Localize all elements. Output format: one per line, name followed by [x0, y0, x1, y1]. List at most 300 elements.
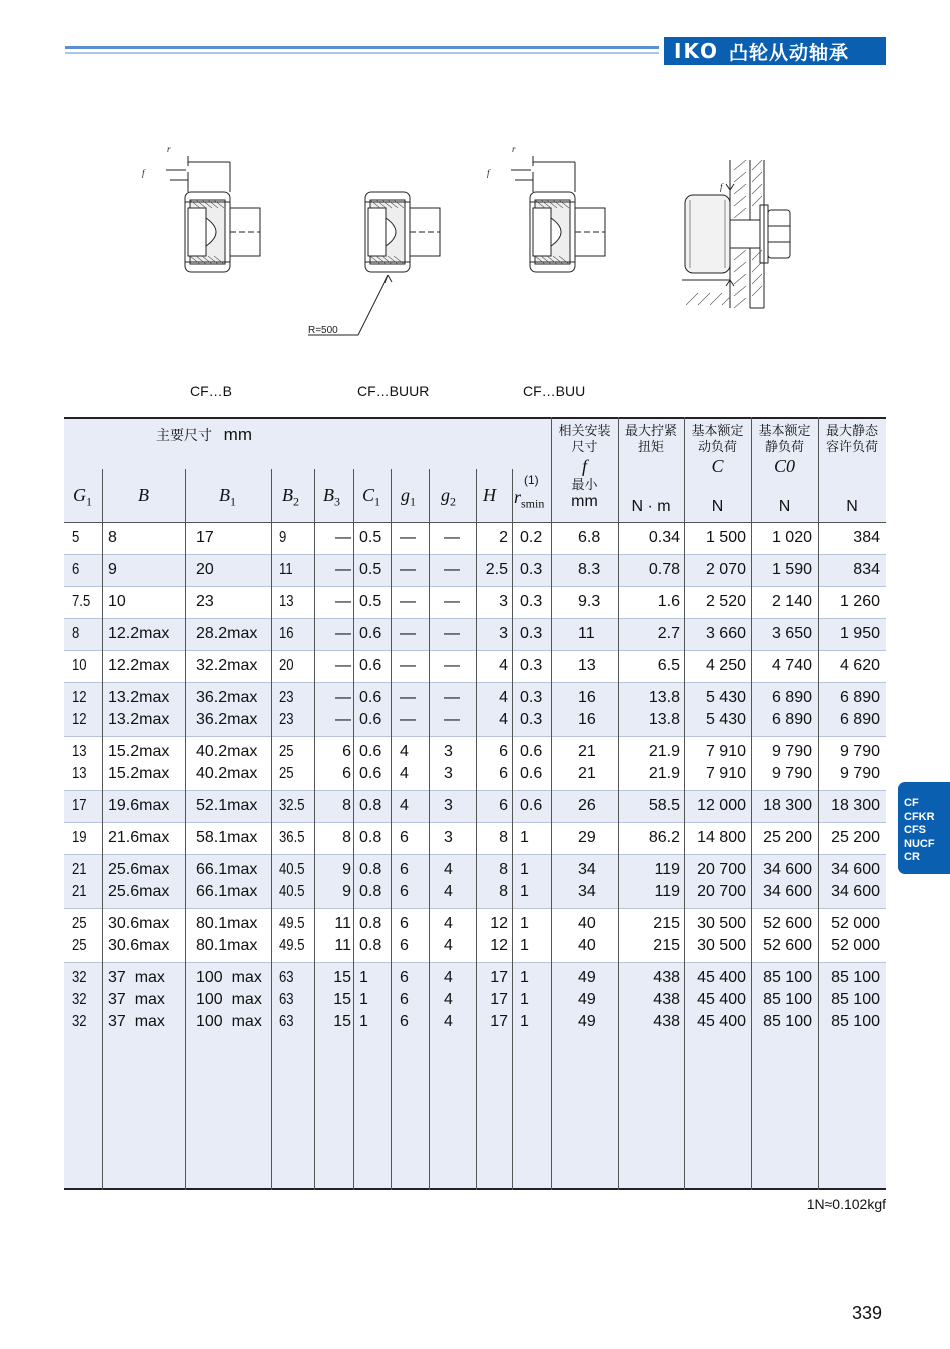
cell-g1: 12	[72, 711, 87, 728]
cell-g1s: —	[400, 529, 416, 546]
cell-max: 18 300	[831, 797, 880, 814]
cell-r: 0.6	[520, 765, 543, 782]
cell-b3: 15	[333, 1013, 351, 1030]
cell-c1: 0.5	[359, 593, 382, 610]
drawing-cf-buur	[308, 192, 440, 335]
cell-f: 34	[578, 883, 596, 900]
cell-h: 4	[499, 711, 508, 728]
cell-b3: 11	[334, 937, 351, 954]
cell-dyn: 12 000	[697, 797, 746, 814]
cell-b1: 32.2max	[196, 657, 258, 674]
cell-stat: 9 790	[771, 765, 812, 782]
cell-h: 4	[499, 689, 508, 706]
cell-b: 12.2max	[108, 625, 170, 642]
cell-dyn: 5 430	[705, 711, 746, 728]
cell-max: 52 000	[831, 937, 880, 954]
cell-g2: 3	[444, 765, 453, 782]
cell-b3: 8	[342, 797, 351, 814]
side-tab-cf: CF	[904, 797, 919, 809]
cell-torque: 438	[653, 991, 680, 1008]
drawing-label-cf-buu: CF…BUU	[523, 383, 586, 399]
cell-c1: 0.5	[359, 529, 382, 546]
cell-torque: 6.5	[657, 657, 680, 674]
cell-dyn: 30 500	[697, 937, 746, 954]
cell-b1: 20	[196, 561, 214, 578]
cell-stat: 52 600	[763, 915, 812, 932]
cell-b2: 49.5	[279, 915, 305, 932]
r-label-3: r	[512, 144, 516, 154]
cell-b3: —	[335, 657, 351, 674]
cell-f: 40	[578, 937, 596, 954]
cell-g1: 19	[72, 829, 87, 846]
cell-b1: 100 max	[196, 991, 262, 1008]
cell-b3: 6	[342, 743, 351, 760]
cell-f: 6.8	[578, 529, 601, 546]
col-header-g1-small: $g_1$	[401, 485, 416, 509]
side-tab-cfkr: CFKR	[904, 810, 935, 823]
cell-stat: 85 100	[763, 1013, 812, 1030]
cell-b2: 32.5	[279, 797, 305, 814]
drawing-installation	[682, 160, 790, 308]
cell-max: 85 100	[831, 991, 880, 1008]
cell-torque: 0.78	[648, 561, 680, 578]
cell-b3: 9	[342, 883, 351, 900]
cell-r: 1	[520, 937, 529, 954]
cell-g1s: —	[400, 593, 416, 610]
cell-g2: 4	[444, 1013, 453, 1030]
cell-dyn: 7 910	[705, 765, 746, 782]
cell-b3: 9	[342, 861, 351, 878]
main-dimensions-header: 主要尺寸 mm	[156, 425, 252, 444]
cell-max: 34 600	[831, 883, 880, 900]
f-label-3: f	[487, 168, 490, 178]
cell-g1s: 6	[400, 1013, 409, 1030]
cell-g1s: 6	[400, 883, 409, 900]
cell-b1: 100 max	[196, 969, 262, 986]
header-rule	[65, 46, 659, 49]
cell-g1: 7.5	[72, 593, 91, 610]
cell-g2: —	[444, 593, 460, 610]
cell-torque: 438	[653, 969, 680, 986]
cell-b3: —	[335, 561, 351, 578]
cell-dyn: 4 250	[705, 657, 746, 674]
cell-max: 9 790	[839, 743, 880, 760]
cell-c1: 0.6	[359, 689, 382, 706]
cell-torque: 119	[654, 861, 680, 878]
cell-f: 29	[578, 829, 596, 846]
cell-dyn: 20 700	[697, 861, 746, 878]
cell-c1: 1	[359, 991, 368, 1008]
cell-b3: —	[335, 689, 351, 706]
header-banner	[664, 37, 886, 65]
cell-h: 6	[499, 743, 508, 760]
cell-r: 0.3	[520, 689, 543, 706]
header-rule-light	[65, 52, 659, 54]
cell-c1: 1	[359, 969, 368, 986]
col-header-static-load: 基本额定 静负荷 C0 N	[758, 423, 811, 515]
cell-b: 25.6max	[108, 883, 170, 900]
cell-b3: 15	[333, 991, 351, 1008]
drawing-label-cf-buur: CF…BUUR	[357, 383, 430, 399]
cell-h: 8	[499, 861, 508, 878]
cell-g1s: 4	[400, 765, 409, 782]
cell-g1: 13	[72, 743, 87, 760]
cell-h: 2.5	[485, 561, 508, 578]
cell-b2: 20	[279, 657, 294, 674]
cell-g1: 21	[72, 883, 87, 900]
cell-max: 834	[853, 561, 880, 578]
cell-h: 6	[499, 765, 508, 782]
cell-h: 3	[499, 593, 508, 610]
cell-r: 1	[520, 861, 529, 878]
cell-b: 19.6max	[108, 797, 170, 814]
cell-stat: 25 200	[763, 829, 812, 846]
f-label-1: f	[142, 168, 145, 178]
cell-b3: 15	[333, 969, 351, 986]
cell-r: 1	[520, 969, 529, 986]
cell-g2: 4	[444, 991, 453, 1008]
cell-b: 12.2max	[108, 657, 170, 674]
cell-h: 2	[499, 529, 508, 546]
cell-f: 8.3	[578, 561, 601, 578]
cell-g2: —	[444, 657, 460, 674]
cell-g1: 32	[72, 991, 87, 1008]
cell-g1s: 6	[400, 969, 409, 986]
cell-f: 13	[578, 657, 596, 674]
cell-b2: 23	[279, 711, 294, 728]
cell-c1: 0.8	[359, 861, 382, 878]
cell-b1: 58.1max	[196, 829, 258, 846]
cell-r: 1	[520, 829, 529, 846]
cell-b3: —	[335, 711, 351, 728]
cell-g1s: —	[400, 689, 416, 706]
cell-b2: 23	[279, 689, 294, 706]
cell-stat: 1 590	[771, 561, 812, 578]
cell-max: 85 100	[831, 969, 880, 986]
cell-c1: 0.5	[359, 561, 382, 578]
cell-b3: —	[335, 593, 351, 610]
cell-torque: 58.5	[648, 797, 680, 814]
cell-h: 17	[490, 1013, 508, 1030]
col-header-torque: 最大拧紧 扭矩 N · m	[624, 423, 677, 515]
col-header-b2: $B_2$	[282, 485, 299, 509]
col-header-r-note: (1)	[524, 473, 539, 487]
cell-g2: 4	[444, 883, 453, 900]
cell-dyn: 3 660	[705, 625, 746, 642]
cell-stat: 9 790	[771, 743, 812, 760]
iko-logo: IKO	[674, 39, 720, 63]
cell-g2: 3	[444, 829, 453, 846]
cell-g1s: 4	[400, 797, 409, 814]
cell-f: 9.3	[578, 593, 601, 610]
col-header-h: H	[483, 485, 496, 505]
cell-g1s: —	[400, 561, 416, 578]
f-label-4: f	[720, 182, 723, 192]
cell-dyn: 1 500	[705, 529, 746, 546]
cell-stat: 52 600	[763, 937, 812, 954]
cell-stat: 34 600	[763, 861, 812, 878]
cell-torque: 13.8	[648, 711, 680, 728]
cell-g1s: —	[400, 711, 416, 728]
cell-r: 0.3	[520, 625, 543, 642]
cell-b1: 52.1max	[196, 797, 258, 814]
drawing-cf-buu	[511, 156, 605, 272]
col-header-dynamic-load: 基本额定 动负荷 C N	[691, 423, 744, 515]
cell-c1: 0.6	[359, 657, 382, 674]
cell-g2: —	[444, 711, 460, 728]
cell-b: 37 max	[108, 969, 165, 986]
cell-g2: —	[444, 625, 460, 642]
cell-f: 11	[578, 625, 595, 642]
section-side-tab[interactable]	[898, 782, 950, 874]
cell-max: 25 200	[831, 829, 880, 846]
col-header-b1: $B_1$	[219, 485, 236, 509]
cell-g1: 32	[72, 1013, 87, 1030]
cell-b: 37 max	[108, 991, 165, 1008]
cell-r: 0.3	[520, 711, 543, 728]
cell-b2: 11	[279, 561, 293, 578]
cell-dyn: 5 430	[705, 689, 746, 706]
cell-max: 4 620	[839, 657, 880, 674]
cell-g1s: 6	[400, 861, 409, 878]
cell-g2: —	[444, 689, 460, 706]
cell-b: 15.2max	[108, 765, 170, 782]
cell-g1: 12	[72, 689, 87, 706]
cell-b3: 8	[342, 829, 351, 846]
cell-r: 0.6	[520, 797, 543, 814]
cell-c1: 0.6	[359, 625, 382, 642]
cell-b1: 40.2max	[196, 743, 258, 760]
cell-h: 3	[499, 625, 508, 642]
cell-h: 6	[499, 797, 508, 814]
side-tab-nucf: NUCF	[904, 837, 935, 850]
cell-max: 34 600	[831, 861, 880, 878]
col-header-f: 相关安装 尺寸 f 最小 mm	[558, 423, 611, 510]
cell-stat: 3 650	[771, 625, 812, 642]
r-label-1: r	[167, 144, 171, 154]
cell-b: 30.6max	[108, 915, 170, 932]
cell-b1: 40.2max	[196, 765, 258, 782]
drawing-label-cf-b: CF…B	[190, 383, 232, 399]
cell-g1: 13	[72, 765, 87, 782]
cell-torque: 21.9	[648, 743, 680, 760]
cell-g1: 21	[72, 861, 87, 878]
cell-max: 1 950	[839, 625, 880, 642]
cell-c1: 1	[359, 1013, 368, 1030]
cell-f: 16	[578, 711, 596, 728]
cell-b2: 16	[279, 625, 294, 642]
col-header-r: $r_{smin}$	[514, 487, 545, 511]
cell-b: 21.6max	[108, 829, 170, 846]
cell-b: 8	[108, 529, 117, 546]
cell-torque: 1.6	[657, 593, 680, 610]
cell-b3: —	[335, 529, 351, 546]
cell-r: 0.6	[520, 743, 543, 760]
cell-f: 26	[578, 797, 596, 814]
cell-g1s: —	[400, 657, 416, 674]
cell-stat: 4 740	[771, 657, 812, 674]
cell-torque: 215	[653, 915, 680, 932]
cell-b1: 36.2max	[196, 711, 258, 728]
cell-b: 9	[108, 561, 117, 578]
cell-c1: 0.8	[359, 937, 382, 954]
cell-r: 0.2	[520, 529, 543, 546]
cell-max: 384	[853, 529, 880, 546]
cell-g1: 6	[72, 561, 80, 578]
cell-b3: 6	[342, 765, 351, 782]
cell-h: 12	[490, 915, 508, 932]
cell-b2: 36.5	[279, 829, 305, 846]
cell-g1s: 6	[400, 937, 409, 954]
drawing-cf-b	[166, 156, 260, 272]
cell-b3: 11	[334, 915, 351, 932]
cell-f: 34	[578, 861, 596, 878]
cell-b: 10	[108, 593, 126, 610]
cell-h: 8	[499, 883, 508, 900]
cell-b2: 40.5	[279, 861, 305, 878]
footnote-unit: 1N≈0.102kgf	[806, 1196, 886, 1212]
cell-g1: 25	[72, 937, 87, 954]
cell-dyn: 2 070	[705, 561, 746, 578]
cell-r: 0.3	[520, 593, 543, 610]
cell-c1: 0.8	[359, 829, 382, 846]
cell-torque: 21.9	[648, 765, 680, 782]
side-tab-cfs: CFS	[904, 824, 926, 836]
cell-g2: 4	[444, 915, 453, 932]
cell-g1s: 4	[400, 743, 409, 760]
radius-label: R=500	[308, 325, 338, 336]
cell-dyn: 7 910	[705, 743, 746, 760]
cell-g1: 17	[72, 797, 87, 814]
cell-r: 1	[520, 991, 529, 1008]
cell-dyn: 45 400	[697, 969, 746, 986]
cell-g1: 32	[72, 969, 87, 986]
cell-g2: 4	[444, 861, 453, 878]
cell-g2: 4	[444, 969, 453, 986]
cell-g1s: 6	[400, 829, 409, 846]
cell-c1: 0.8	[359, 883, 382, 900]
cell-max: 9 790	[839, 765, 880, 782]
cell-c1: 0.6	[359, 743, 382, 760]
col-header-b: B	[138, 485, 149, 505]
cell-dyn: 20 700	[697, 883, 746, 900]
cell-b2: 9	[279, 529, 287, 546]
cell-g1: 8	[72, 625, 80, 642]
page-title: 凸轮从动轴承	[729, 42, 850, 64]
cell-b: 30.6max	[108, 937, 170, 954]
cell-h: 12	[490, 937, 508, 954]
cell-g1: 25	[72, 915, 87, 932]
cell-max: 6 890	[839, 689, 880, 706]
cell-b2: 63	[279, 1013, 294, 1030]
cell-h: 8	[499, 829, 508, 846]
cell-stat: 85 100	[763, 969, 812, 986]
cell-b2: 25	[279, 743, 294, 760]
cell-b2: 63	[279, 991, 294, 1008]
cell-f: 49	[578, 991, 596, 1008]
cell-c1: 0.8	[359, 915, 382, 932]
cell-g2: —	[444, 561, 460, 578]
cell-g1s: 6	[400, 991, 409, 1008]
cell-b1: 23	[196, 593, 214, 610]
cell-f: 49	[578, 1013, 596, 1030]
cell-g1: 5	[72, 529, 80, 546]
cell-b: 25.6max	[108, 861, 170, 878]
cell-b: 13.2max	[108, 711, 170, 728]
cell-b1: 17	[196, 529, 214, 546]
cell-max: 1 260	[839, 593, 880, 610]
col-header-b3: $B_3$	[323, 485, 340, 509]
cell-b2: 25	[279, 765, 294, 782]
cell-stat: 18 300	[763, 797, 812, 814]
cell-f: 21	[578, 765, 596, 782]
cell-r: 0.3	[520, 657, 543, 674]
cell-stat: 2 140	[771, 593, 812, 610]
cell-b1: 80.1max	[196, 937, 258, 954]
cell-b1: 80.1max	[196, 915, 258, 932]
cell-b2: 63	[279, 969, 294, 986]
cell-dyn: 45 400	[697, 1013, 746, 1030]
cell-h: 17	[490, 991, 508, 1008]
cell-torque: 119	[654, 883, 680, 900]
cell-dyn: 45 400	[697, 991, 746, 1008]
cell-b2: 40.5	[279, 883, 305, 900]
cell-torque: 215	[653, 937, 680, 954]
cell-c1: 0.6	[359, 711, 382, 728]
bearing-drawings	[130, 130, 830, 350]
cell-b2: 49.5	[279, 937, 305, 954]
cell-r: 0.3	[520, 561, 543, 578]
dimension-table	[64, 417, 886, 1190]
cell-r: 1	[520, 883, 529, 900]
cell-torque: 0.34	[648, 529, 680, 546]
cell-torque: 2.7	[657, 625, 680, 642]
cell-stat: 1 020	[771, 529, 812, 546]
cell-g2: 4	[444, 937, 453, 954]
cell-r: 1	[520, 1013, 529, 1030]
cell-f: 21	[578, 743, 596, 760]
cell-stat: 6 890	[771, 711, 812, 728]
cell-b3: —	[335, 625, 351, 642]
col-header-g2: $g_2$	[441, 485, 456, 509]
cell-max: 6 890	[839, 711, 880, 728]
cell-f: 49	[578, 969, 596, 986]
cell-g2: —	[444, 529, 460, 546]
cell-stat: 6 890	[771, 689, 812, 706]
side-tab-cr: CR	[904, 851, 920, 863]
cell-dyn: 14 800	[697, 829, 746, 846]
cell-b: 37 max	[108, 1013, 165, 1030]
cell-b: 15.2max	[108, 743, 170, 760]
cell-f: 16	[578, 689, 596, 706]
cell-g1s: —	[400, 625, 416, 642]
cell-h: 4	[499, 657, 508, 674]
cell-stat: 85 100	[763, 991, 812, 1008]
cell-torque: 86.2	[648, 829, 680, 846]
cell-dyn: 2 520	[705, 593, 746, 610]
cell-c1: 0.8	[359, 797, 382, 814]
cell-b1: 100 max	[196, 1013, 262, 1030]
cell-max: 85 100	[831, 1013, 880, 1030]
cell-g1s: 6	[400, 915, 409, 932]
cell-b2: 13	[279, 593, 294, 610]
cell-b1: 66.1max	[196, 883, 258, 900]
cell-f: 40	[578, 915, 596, 932]
cell-g1: 10	[72, 657, 87, 674]
col-header-c1: $C_1$	[362, 485, 381, 509]
cell-g2: 3	[444, 797, 453, 814]
cell-c1: 0.6	[359, 765, 382, 782]
